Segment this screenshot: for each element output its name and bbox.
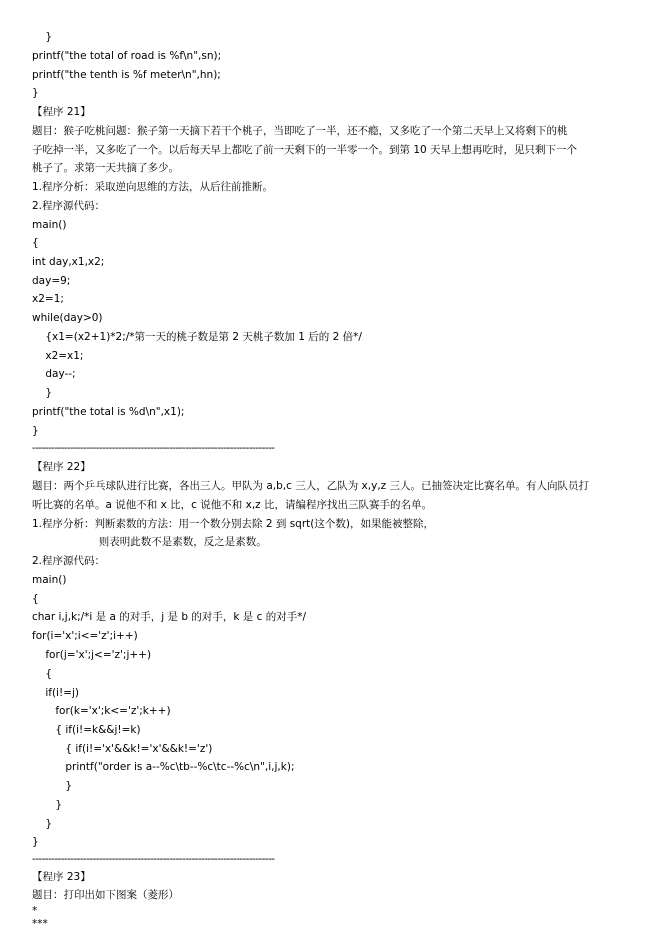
- code-line: while(day>0): [32, 312, 103, 324]
- text-line: 1.程序分析：判断素数的方法：用一个数分别去除 2 到 sqrt(这个数)，如果能被整除，: [32, 518, 434, 530]
- code-line: }: [32, 387, 53, 399]
- code-line: char i,j,k;/*i 是 a 的对手，j 是 b 的对手，k 是 c 的对手*/: [32, 611, 307, 623]
- text-line: 则表明此数不是素数，反之是素数。: [32, 536, 267, 548]
- code-line: int day,x1,x2;: [32, 256, 105, 268]
- text-line: 1.程序分析：采取逆向思维的方法，从后往前推断。: [32, 181, 274, 193]
- code-line: main(): [32, 574, 67, 586]
- text-line: 子吃掉一半，又多吃了一个。以后每天早上都吃了前一天剩下的一半零一个。到第 10 天早上想再吃时，见只剩下一个: [32, 144, 578, 156]
- code-line: {: [32, 668, 53, 680]
- text-line: printf("the total of road is %f\n",sn);: [32, 50, 222, 62]
- code-line: }: [32, 836, 39, 848]
- code-line: x2=1;: [32, 293, 64, 305]
- text-line: 桃子了。求第一天共摘了多少。: [32, 162, 179, 174]
- code-line: day--;: [32, 368, 76, 380]
- text-line: 2.程序源代码：: [32, 200, 106, 212]
- code-line: printf("order is a--%c\tb--%c\tc--%c\n",i,j,k);: [32, 761, 295, 773]
- code-line: }: [32, 818, 53, 830]
- section-heading: 【程序 23】: [32, 871, 91, 883]
- section-heading: 【程序 22】: [32, 461, 91, 473]
- text-line: 2.程序源代码：: [32, 555, 106, 567]
- code-line: {: [32, 593, 39, 605]
- code-line: { if(i!='x'&&k!='x'&&k!='z'): [32, 743, 213, 755]
- text-line: printf("the tenth is %f meter\n",hn);: [32, 69, 221, 81]
- section-heading: 【程序 21】: [32, 106, 91, 118]
- separator-line: ----------------------------------------------------------------------------: [32, 442, 275, 454]
- separator-line: ----------------------------------------------------------------------------: [32, 853, 275, 865]
- code-line: {x1=(x2+1)*2;/*第一天的桃子数是第 2 天桃子数加 1 后的 2 倍*/: [32, 331, 362, 343]
- text-line: 题目：猴子吃桃问题：猴子第一天摘下若干个桃子，当即吃了一半，还不瘾，又多吃了一个第二天早上又将剩下的桃: [32, 125, 568, 137]
- code-line: {: [32, 237, 39, 249]
- code-line: for(j='x';j<='z';j++): [32, 649, 152, 661]
- code-line: }: [32, 425, 39, 437]
- code-line: }: [32, 780, 73, 792]
- code-line: if(i!=j): [32, 687, 79, 699]
- code-line: }: [32, 799, 63, 811]
- text-line: 听比赛的名单。a 说他不和 x 比，c 说他不和 x,z 比，请编程序找出三队赛手的名单。: [32, 499, 433, 511]
- code-line: x2=x1;: [32, 350, 84, 362]
- pattern-line: ***: [32, 918, 48, 930]
- code-line: for(i='x';i<='z';i++): [32, 630, 138, 642]
- text-line: 题目：打印出如下图案（菱形）: [32, 889, 179, 901]
- text-line: 题目：两个乒乓球队进行比赛，各出三人。甲队为 a,b,c 三人，乙队为 x,y,z 三人。已抽签决定比赛名单。有人向队员打: [32, 480, 590, 492]
- code-line: printf("the total is %d\n",x1);: [32, 406, 185, 418]
- code-line: main(): [32, 219, 67, 231]
- pattern-line: *: [32, 905, 38, 917]
- text-line: }: [32, 87, 39, 99]
- code-line: for(k='x';k<='z';k++): [32, 705, 171, 717]
- code-line: day=9;: [32, 275, 71, 287]
- text-line: }: [32, 31, 53, 43]
- code-line: { if(i!=k&&j!=k): [32, 724, 141, 736]
